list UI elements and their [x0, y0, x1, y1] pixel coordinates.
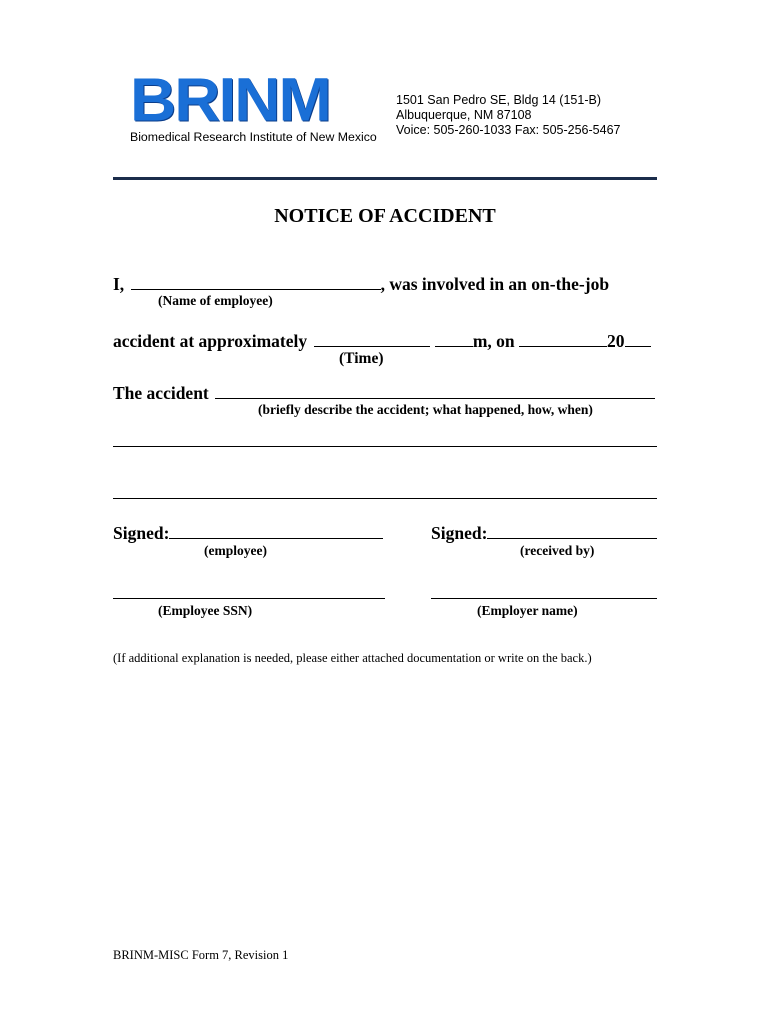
accident-description-row [113, 382, 655, 404]
line1-prefix: I, [113, 274, 125, 294]
ssn-caption: (Employee SSN) [158, 603, 253, 618]
form-title: NOTICE OF ACCIDENT [274, 205, 496, 227]
am-pm-field[interactable] [435, 330, 473, 347]
address-line: 1501 San Pedro SE, Bldg 14 (151-B) [396, 93, 601, 107]
form-footer: BRINM-MISC Form 7, Revision 1 [113, 948, 289, 962]
line2-m: m, on [472, 331, 515, 351]
employer-name-field[interactable] [431, 598, 657, 599]
header-divider [113, 177, 657, 180]
employee-name-field[interactable] [131, 273, 381, 290]
description-field[interactable] [215, 382, 655, 399]
address-block [396, 93, 620, 138]
time-field[interactable] [314, 330, 430, 347]
employee-signature-field[interactable] [169, 522, 383, 539]
description-line-2[interactable] [113, 446, 657, 447]
line2-year: 20 [607, 331, 625, 351]
year-field[interactable] [625, 330, 651, 347]
accident-time-row [113, 330, 651, 352]
address-line: Albuquerque, NM 87108 [396, 108, 532, 122]
employer-caption: (Employer name) [477, 603, 578, 618]
date-field[interactable] [519, 330, 607, 347]
signed-label-receiver: Signed: [431, 523, 488, 543]
line2-prefix: accident at approximately [113, 331, 308, 351]
employee-signature-row [113, 522, 383, 544]
receiver-signature-row [431, 522, 657, 544]
describe-caption: (briefly describe the accident; what happened, how, when) [258, 402, 593, 417]
employee-name-row [113, 273, 609, 295]
name-caption: (Name of employee) [158, 293, 273, 308]
logo-letters: BRINM [130, 73, 330, 127]
description-line-3[interactable] [113, 498, 657, 499]
signed-label-employee: Signed: [113, 523, 170, 543]
contact-line: Voice: 505-260-1033 Fax: 505-256-5467 [396, 123, 621, 137]
time-caption: (Time) [339, 350, 384, 367]
brinm-logo [130, 73, 388, 149]
additional-explanation-note: (If additional explanation is needed, please either attached documentation or write on the back.) [113, 651, 592, 665]
logo-subtitle: Biomedical Research Institute of New Mexico [130, 130, 377, 144]
line3-prefix: The accident [113, 383, 209, 403]
employee-ssn-field[interactable] [113, 598, 385, 599]
received-caption: (received by) [520, 543, 595, 558]
employee-caption: (employee) [204, 543, 267, 558]
line1-suffix: , was involved in an on-the-job [380, 274, 610, 294]
receiver-signature-field[interactable] [487, 522, 657, 539]
